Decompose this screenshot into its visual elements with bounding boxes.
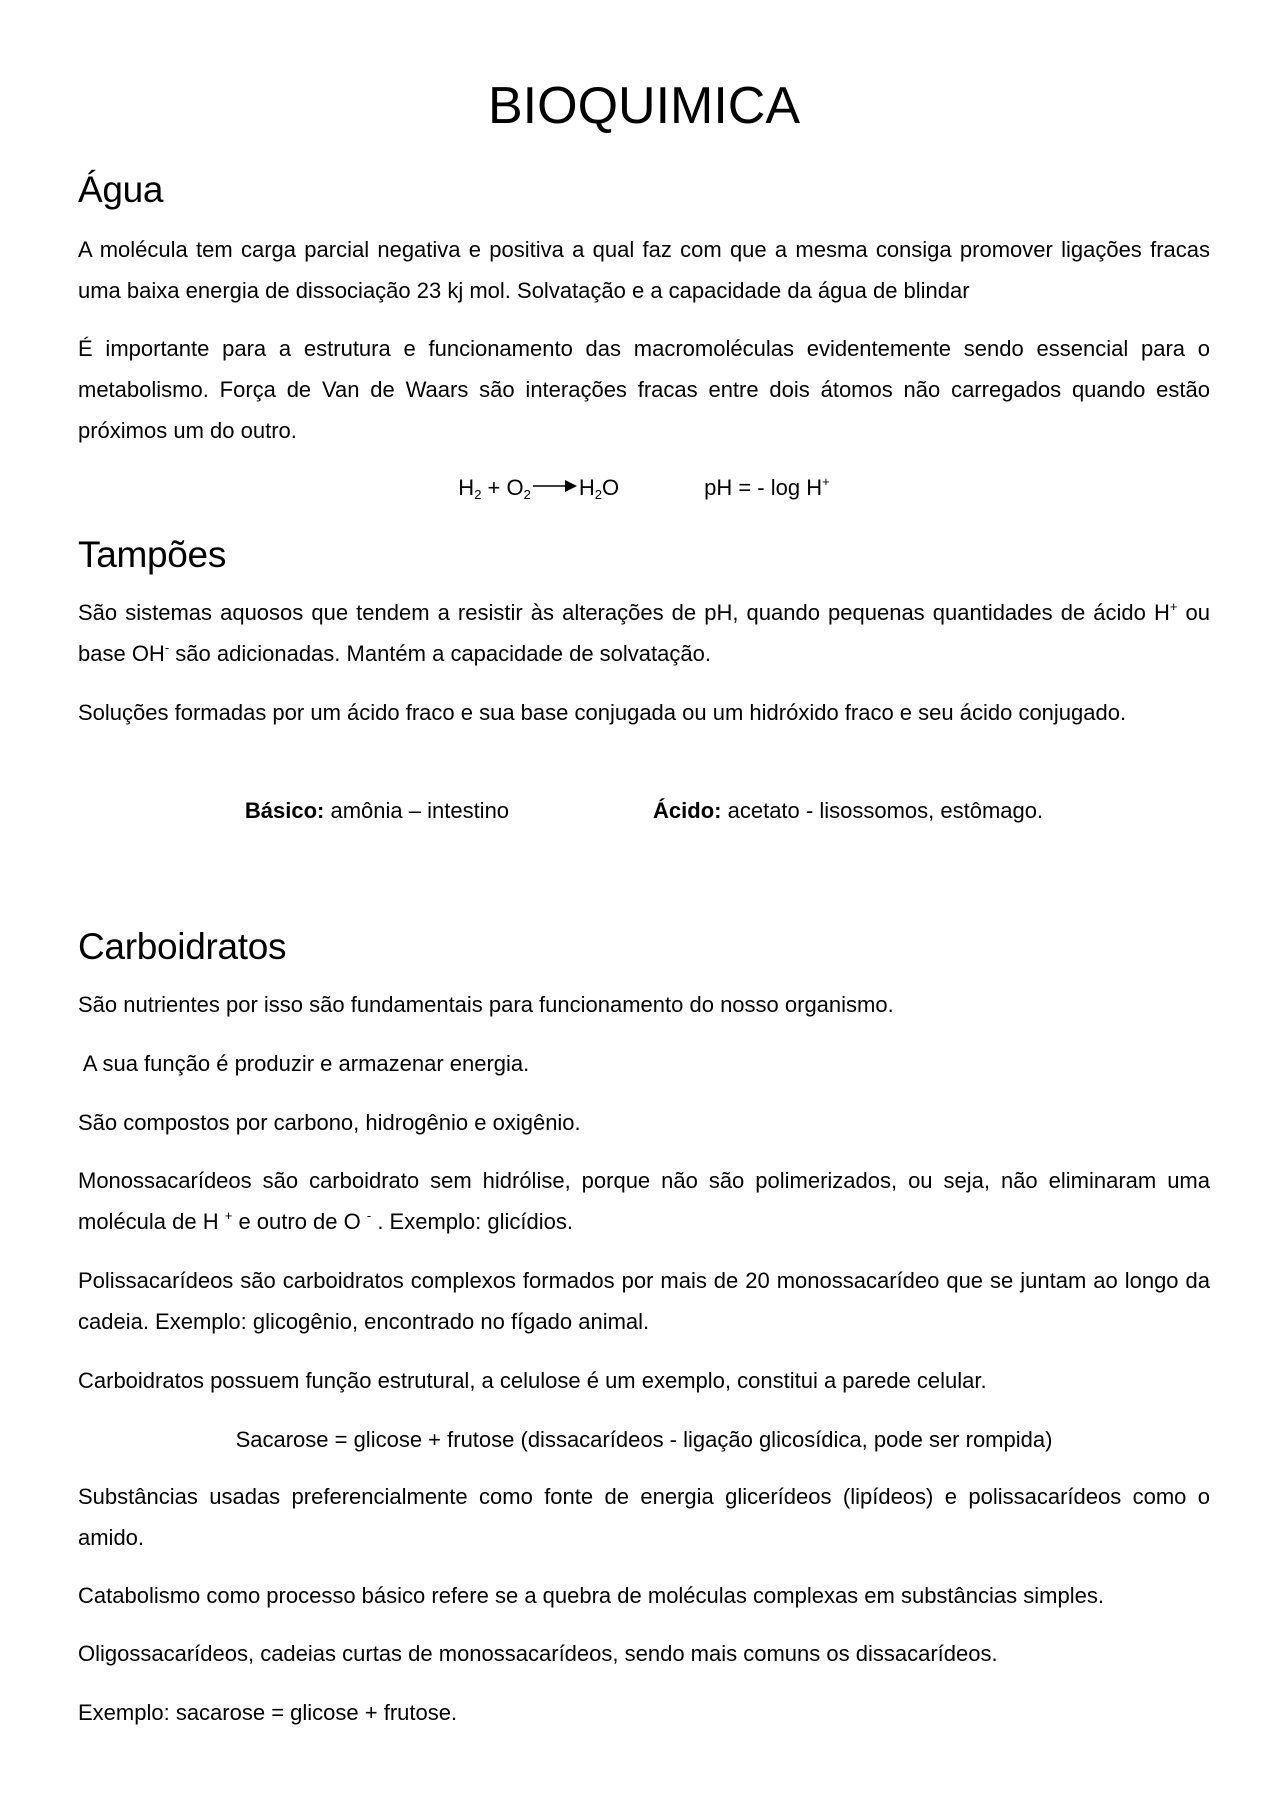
carboidratos-paragraph-8: Substâncias usadas preferencialmente como fonte de energia glicerídeos (lipídeos) e polissacarídeos como o amido. [78,1484,1210,1550]
carboidratos-paragraph-5: Polissacarídeos são carboidratos complexos formados por mais de 20 monossacarídeo que se juntam ao longo da cadeia. Exemplo: glicogênio, encontrado no fígado animal. [78,1268,1210,1334]
carboidratos-paragraph-1: São nutrientes por isso são fundamentais para funcionamento do nosso organismo. [78,992,894,1017]
carboidratos-paragraph-3: São compostos por carbono, hidrogênio e oxigênio. [78,1110,581,1135]
carboidratos-paragraph-4: Monossacarídeos são carboidrato sem hidrólise, porque não são polimerizados, ou seja, não eliminaram uma molécula de H + e outro de O - . Exemplo: glicídios. [78,1168,1210,1234]
tampoes-paragraph-2: Soluções formadas por um ácido fraco e sua base conjugada ou um hidróxido fraco e seu ácido conjugado. [78,700,1127,725]
reaction-arrow-icon [533,479,577,493]
chemical-equation-line [78,473,1210,503]
carboidratos-paragraph-10: Oligossacarídeos, cadeias curtas de monossacarídeos, sendo mais comuns os dissacarídeos. [78,1641,998,1666]
carboidratos-paragraph-11: Exemplo: sacarose = glicose + frutose. [78,1700,458,1725]
agua-paragraph-2: É importante para a estrutura e funcionamento das macromoléculas evidentemente sendo essencial para o metabolismo. Força de Van de Waars são interações fracas entre dois átomos não carregados quando estão próximos um do outro. [78,336,1210,443]
buffer-examples-line [78,796,1210,826]
carboidratos-paragraph-2: A sua função é produzir e armazenar energia. [78,1051,530,1076]
sacarose-formula-line: Sacarose = glicose + frutose (dissacarídeos - ligação glicosídica, pode ser rompida) [235,1427,1053,1452]
equation-product: $H_2O$ [578,475,620,502]
acid-example: Ácido: acetato - lisossomos, estômago. [653,798,1044,823]
basic-example: Básico: amônia – intestino [244,798,510,823]
ph-formula: pH = - log H+ [704,474,830,500]
carboidratos-paragraph-9: Catabolismo como processo básico refere se a quebra de moléculas complexas em substâncias simples. [78,1583,1104,1608]
section-heading-carboidratos: Carboidratos [78,926,287,967]
section-heading-tampoes: Tampões [78,534,227,575]
carboidratos-paragraph-6: Carboidratos possuem função estrutural, a celulose é um exemplo, constitui a parede celular. [78,1368,987,1393]
document-title: BIOQUIMICA [487,77,801,135]
equation-reactants: $H_2 + O_2$ [458,475,531,502]
agua-paragraph-1: A molécula tem carga parcial negativa e positiva a qual faz com que a mesma consiga promover ligações fracas uma baixa energia de dissociação 23 kj mol. Solvatação e a capacidade da água de blindar [78,237,1210,303]
section-heading-agua: Água [78,169,164,210]
tampoes-paragraph-1: São sistemas aquosos que tendem a resistir às alterações de pH, quando pequenas quantidades de ácido H+ ou base OH- são adicionadas. Mantém a capacidade de solvatação. [78,599,1210,666]
